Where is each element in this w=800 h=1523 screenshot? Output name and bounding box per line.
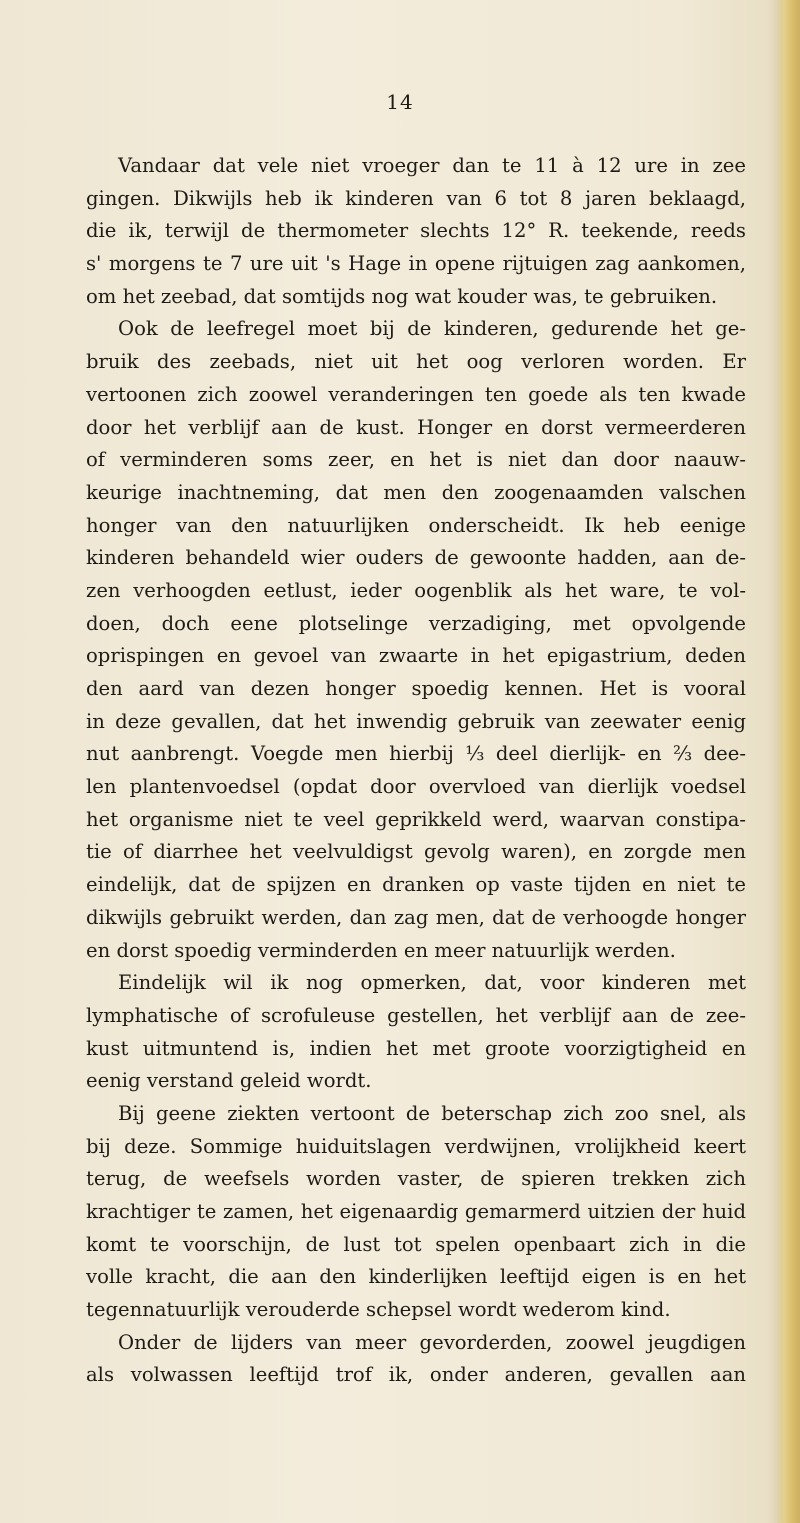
text-line: honger van den natuurlijken onderscheidt. Ik heb eenige bbox=[86, 513, 746, 537]
text-line: in deze gevallen, dat het inwendig gebruik van zeewater eenig bbox=[86, 709, 746, 733]
text-line: volle kracht, die aan den kinderlijken leeftijd eigen is en het bbox=[86, 1265, 746, 1289]
text-line: en dorst spoedig verminderden en meer natuurlijk werden. bbox=[86, 938, 676, 962]
text-line: eindelijk, dat de spijzen en dranken op vaste tijden en niet te bbox=[86, 873, 746, 897]
body-text bbox=[86, 150, 746, 1392]
text-line: Eindelijk wil ik nog opmerken, dat, voor kinderen met bbox=[118, 971, 746, 995]
text-line: vertoonen zich zoowel veranderingen ten goede als ten kwade bbox=[86, 382, 746, 406]
text-line: kinderen behandeld wier ouders de gewoonte hadden, aan de- bbox=[86, 546, 746, 570]
text-line: nut aanbrengt. Voegde men hierbij ⅓ deel dierlijk- en ⅔ dee- bbox=[86, 742, 746, 766]
text-line: bij deze. Sommige huiduitslagen verdwijnen, vrolijkheid keert bbox=[86, 1134, 746, 1158]
text-line: gingen. Dikwijls heb ik kinderen van 6 tot 8 jaren beklaagd, bbox=[86, 186, 746, 210]
text-line: kust uitmuntend is, indien het met groote voorzigtigheid en bbox=[86, 1036, 746, 1060]
text-line: Bij geene ziekten vertoont de beterschap zich zoo snel, als bbox=[118, 1101, 746, 1125]
text-line: bruik des zeebads, niet uit het oog verloren worden. Er bbox=[86, 350, 746, 374]
text-line: Onder de lijders van meer gevorderden, zoowel jeugdigen bbox=[118, 1330, 746, 1354]
text-line: oprispingen en gevoel van zwaarte in het epigastrium, deden bbox=[86, 644, 746, 668]
text-line: als volwassen leeftijd trof ik, onder anderen, gevallen aan bbox=[86, 1363, 746, 1387]
page-edge bbox=[776, 0, 800, 1523]
text-line: doen, doch eene plotselinge verzadiging, met opvolgende bbox=[86, 611, 746, 635]
text-line: om het zeebad, dat somtijds nog wat kouder was, te gebruiken. bbox=[86, 284, 718, 308]
page-number: 14 bbox=[386, 90, 414, 114]
text-line: het organisme niet te veel geprikkeld werd, waarvan constipa- bbox=[86, 807, 746, 831]
text-line: zen verhoogden eetlust, ieder oogenblik als het ware, te vol- bbox=[86, 578, 746, 602]
text-line: of verminderen soms zeer, en het is niet dan door naauw- bbox=[86, 448, 746, 472]
text-line: s' morgens te 7 ure uit 's Hage in opene rijtuigen zag aankomen, bbox=[86, 252, 746, 276]
text-line: door het verblijf aan de kust. Honger en dorst vermeerderen bbox=[86, 415, 746, 439]
text-line: eenig verstand geleid wordt. bbox=[86, 1069, 372, 1093]
text-line: die ik, terwijl de thermometer slechts 12° R. teekende, reeds bbox=[86, 219, 746, 243]
text-line: terug, de weefsels worden vaster, de spieren trekken zich bbox=[86, 1167, 746, 1191]
text-line: krachtiger te zamen, het eigenaardig gemarmerd uitzien der huid bbox=[86, 1200, 746, 1223]
text-line: komt te voorschijn, de lust tot spelen openbaart zich in die bbox=[86, 1232, 746, 1256]
text-line: len plantenvoedsel (opdat door overvloed van dierlijk voedsel bbox=[86, 775, 746, 799]
text-line: dikwijls gebruikt werden, dan zag men, dat de verhoogde honger bbox=[86, 905, 746, 929]
text-line: Ook de leefregel moet bij de kinderen, gedurende het ge- bbox=[118, 317, 746, 341]
text-line: tie of diarrhee het veelvuldigst gevolg waren), en zorgde men bbox=[86, 840, 746, 864]
text-line: den aard van dezen honger spoedig kennen. Het is vooral bbox=[86, 677, 746, 700]
text-line: tegennatuurlijk verouderde schepsel wordt wederom kind. bbox=[86, 1298, 671, 1322]
text-line: keurige inachtneming, dat men den zoogenaamden valschen bbox=[86, 480, 746, 504]
text-line: lymphatische of scrofuleuse gestellen, het verblijf aan de zee- bbox=[86, 1003, 746, 1027]
text-line: Vandaar dat vele niet vroeger dan te 11 à 12 ure in zee bbox=[118, 154, 746, 177]
